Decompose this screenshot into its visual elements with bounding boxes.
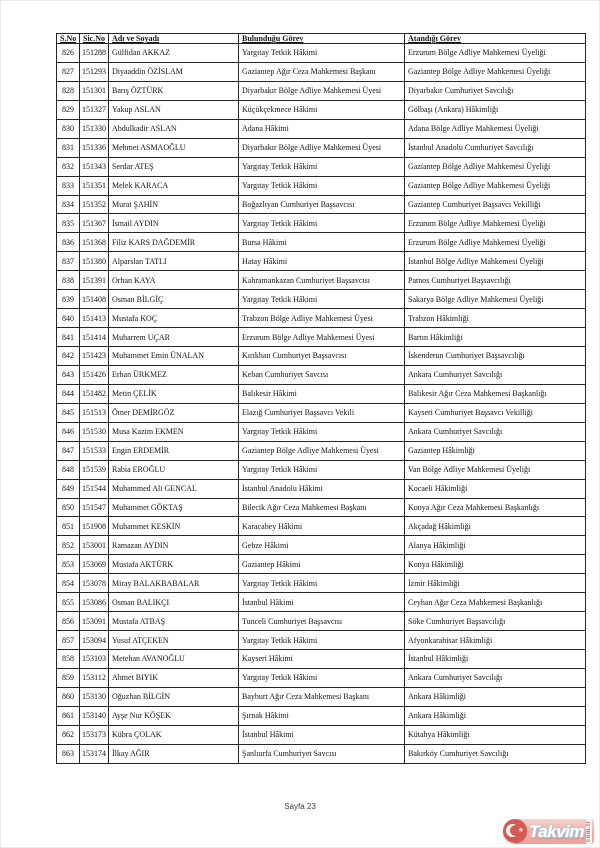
cell-sicno: 151408 <box>80 290 109 309</box>
cell-name: Musa Kazım EKMEN <box>109 422 239 441</box>
cell-assigned-duty: Bakırköy Cumhuriyet Savcılığı <box>405 744 586 763</box>
cell-sicno: 151288 <box>80 44 109 63</box>
header-sno: S.No <box>57 34 80 44</box>
cell-sicno: 153091 <box>80 612 109 631</box>
cell-assigned-duty: Kocaeli Hâkimliği <box>405 479 586 498</box>
cell-sno: 854 <box>57 574 80 593</box>
cell-assigned-duty: Patnos Cumhuriyet Başsavcılığı <box>405 271 586 290</box>
cell-name: Yusuf ATÇEKEN <box>109 631 239 650</box>
table-row <box>57 176 586 195</box>
cell-sno: 856 <box>57 612 80 631</box>
cell-assigned-duty: Ankara Cumhuriyet Savcılığı <box>405 422 586 441</box>
cell-assigned-duty: Afyonkarahisar Hâkimliği <box>405 631 586 650</box>
cell-sicno: 153174 <box>80 744 109 763</box>
cell-sicno: 151413 <box>80 309 109 328</box>
cell-current-duty: Balıkesir Hâkimi <box>239 384 405 403</box>
cell-name: Mustafa AKTÜRK <box>109 555 239 574</box>
cell-current-duty: Keban Cumhuriyet Savcısı <box>239 365 405 384</box>
cell-assigned-duty: Kütahya Hâkimliği <box>405 725 586 744</box>
cell-name: Gülfidan AKKAZ <box>109 44 239 63</box>
cell-current-duty: Yargıtay Tetkik Hâkimi <box>239 290 405 309</box>
cell-current-duty: Gaziantep Hâkimi <box>239 555 405 574</box>
cell-assigned-duty: Ankara Hâkimliği <box>405 687 586 706</box>
cell-sno: 841 <box>57 328 80 347</box>
cell-current-duty: Yargıtay Tetkik Hâkimi <box>239 422 405 441</box>
cell-current-duty: Diyarbakır Bölge Adliye Mahkemesi Üyesi <box>239 138 405 157</box>
cell-sno: 846 <box>57 422 80 441</box>
cell-assigned-duty: Van Bölge Adliye Mahkemesi Üyeliği <box>405 460 586 479</box>
cell-name: Ömer DEMİRGÖZ <box>109 403 239 422</box>
cell-name: Oğuzhan BİLGİN <box>109 687 239 706</box>
cell-current-duty: Diyarbakır Bölge Adliye Mahkemesi Üyesi <box>239 81 405 100</box>
cell-sno: 862 <box>57 725 80 744</box>
cell-sicno: 151336 <box>80 138 109 157</box>
cell-sno: 850 <box>57 498 80 517</box>
cell-sno: 840 <box>57 309 80 328</box>
cell-assigned-duty: İzmir Hâkimliği <box>405 574 586 593</box>
cell-sicno: 151327 <box>80 100 109 119</box>
table-row <box>57 441 586 460</box>
cell-assigned-duty: İstanbul Hâkimliği <box>405 650 586 669</box>
cell-current-duty: Küçükçekmece Hâkimi <box>239 100 405 119</box>
table-row <box>57 668 586 687</box>
cell-sno: 830 <box>57 119 80 138</box>
cell-name: Osman BALIKÇI <box>109 593 239 612</box>
table-row <box>57 81 586 100</box>
cell-assigned-duty: Konya Hâkimliği <box>405 555 586 574</box>
table-row <box>57 650 586 669</box>
cell-sicno: 153094 <box>80 631 109 650</box>
cell-sicno: 153078 <box>80 574 109 593</box>
cell-sno: 847 <box>57 441 80 460</box>
cell-current-duty: İstanbul Hâkimi <box>239 593 405 612</box>
cell-sicno: 151380 <box>80 252 109 271</box>
cell-assigned-duty: Akçadağ Hâkimliği <box>405 517 586 536</box>
cell-current-duty: Bilecik Ağır Ceza Mahkemesi Başkanı <box>239 498 405 517</box>
cell-sno: 834 <box>57 195 80 214</box>
cell-sno: 853 <box>57 555 80 574</box>
cell-sicno: 151539 <box>80 460 109 479</box>
cell-current-duty: Yargıtay Tetkik Hâkimi <box>239 460 405 479</box>
cell-sicno: 151293 <box>80 62 109 81</box>
table-body <box>57 44 586 764</box>
table-row <box>57 309 586 328</box>
cell-name: Miray BALAKBABALAR <box>109 574 239 593</box>
table-row <box>57 44 586 63</box>
cell-current-duty: Yargıtay Tetkik Hâkimi <box>239 574 405 593</box>
cell-sicno: 151426 <box>80 365 109 384</box>
cell-assigned-duty: Ankara Cumhuriyet Savcılığı <box>405 365 586 384</box>
cell-sno: 859 <box>57 668 80 687</box>
cell-name: İlkay AĞIR <box>109 744 239 763</box>
table-row <box>57 706 586 725</box>
cell-name: Muhammed Ali GENCAL <box>109 479 239 498</box>
cell-sno: 863 <box>57 744 80 763</box>
cell-sno: 842 <box>57 347 80 366</box>
cell-sicno: 153069 <box>80 555 109 574</box>
cell-sicno: 153103 <box>80 650 109 669</box>
cell-current-duty: Kayseri Hâkimi <box>239 650 405 669</box>
header-assigned-duty: Atandığı Görev <box>405 34 586 44</box>
cell-current-duty: Bursa Hâkimi <box>239 233 405 252</box>
table-row <box>57 403 586 422</box>
table-row <box>57 479 586 498</box>
cell-assigned-duty: Trabzon Hâkimliği <box>405 309 586 328</box>
cell-current-duty: Kırıkhan Cumhuriyet Başsavcısı <box>239 347 405 366</box>
cell-sno: 827 <box>57 62 80 81</box>
cell-current-duty: Yargıtay Tetkik Hâkimi <box>239 157 405 176</box>
cell-assigned-duty: Erzurum Bölge Adliye Mahkemesi Üyeliği <box>405 44 586 63</box>
cell-assigned-duty: Alanya Hâkimliği <box>405 536 586 555</box>
cell-name: Rabia EROĞLU <box>109 460 239 479</box>
header-name: Adı ve Soyadı <box>109 34 239 44</box>
cell-sno: 833 <box>57 176 80 195</box>
cell-current-duty: Şanlıurfa Cumhuriyet Savcısı <box>239 744 405 763</box>
cell-sicno: 151482 <box>80 384 109 403</box>
cell-name: Melek KARACA <box>109 176 239 195</box>
judicial-appointments-table <box>56 33 586 764</box>
cell-current-duty: Yargıtay Tetkik Hâkimi <box>239 668 405 687</box>
cell-assigned-duty: Ankara Hâkimliği <box>405 706 586 725</box>
cell-sno: 857 <box>57 631 80 650</box>
cell-sicno: 153130 <box>80 687 109 706</box>
cell-sno: 832 <box>57 157 80 176</box>
cell-sicno: 151547 <box>80 498 109 517</box>
table-row <box>57 536 586 555</box>
cell-current-duty: Karacabey Hâkimi <box>239 517 405 536</box>
cell-name: Filiz KARS DAĞDEMİR <box>109 233 239 252</box>
cell-name: Erhan ÜRKMEZ <box>109 365 239 384</box>
cell-assigned-duty: Erzurum Bölge Adliye Mahkemesi Üyeliği <box>405 233 586 252</box>
header-row <box>57 34 586 44</box>
cell-assigned-duty: Balıkesir Ağır Ceza Mahkemesi Başkanlığı <box>405 384 586 403</box>
cell-current-duty: Yargıtay Tetkik Hâkimi <box>239 214 405 233</box>
cell-name: Engin ERDEMİR <box>109 441 239 460</box>
cell-sicno: 153112 <box>80 668 109 687</box>
cell-sicno: 151330 <box>80 119 109 138</box>
page-number: Sayfa 23 <box>284 802 316 811</box>
table-row <box>57 365 586 384</box>
cell-assigned-duty: Ceyhan Ağır Ceza Mahkemesi Başkanlığı <box>405 593 586 612</box>
header-sicno: Sic.No <box>80 34 109 44</box>
cell-sicno: 151368 <box>80 233 109 252</box>
watermark-suffix-text: com.tr <box>586 820 592 842</box>
table-row <box>57 347 586 366</box>
cell-sicno: 153086 <box>80 593 109 612</box>
cell-current-duty: Kahramankazan Cumhuriyet Başsavcısı <box>239 271 405 290</box>
table-row <box>57 593 586 612</box>
cell-sno: 852 <box>57 536 80 555</box>
table-row <box>57 233 586 252</box>
cell-current-duty: Gaziantep Ağır Ceza Mahkemesi Başkanı <box>239 62 405 81</box>
cell-assigned-duty: İstanbul Anadolu Cumhuriyet Savcılığı <box>405 138 586 157</box>
cell-sicno: 151301 <box>80 81 109 100</box>
cell-sno: 848 <box>57 460 80 479</box>
cell-sno: 861 <box>57 706 80 725</box>
cell-name: Murat ŞAHİN <box>109 195 239 214</box>
table-row <box>57 62 586 81</box>
cell-sno: 837 <box>57 252 80 271</box>
cell-sno: 838 <box>57 271 80 290</box>
cell-name: Alparslan TATLI <box>109 252 239 271</box>
cell-sicno: 153173 <box>80 725 109 744</box>
cell-assigned-duty: Sakarya Bölge Adliye Mahkemesi Üyeliği <box>405 290 586 309</box>
table-row <box>57 725 586 744</box>
cell-sno: 844 <box>57 384 80 403</box>
cell-name: Serdar ATEŞ <box>109 157 239 176</box>
cell-sicno: 151391 <box>80 271 109 290</box>
table-row <box>57 687 586 706</box>
cell-sicno: 151533 <box>80 441 109 460</box>
table-row <box>57 744 586 763</box>
table-row <box>57 328 586 347</box>
table-row <box>57 214 586 233</box>
cell-current-duty: Yargıtay Tetkik Hâkimi <box>239 176 405 195</box>
takvim-watermark-logo <box>503 817 594 845</box>
cell-sno: 855 <box>57 593 80 612</box>
cell-sno: 835 <box>57 214 80 233</box>
cell-sno: 843 <box>57 365 80 384</box>
cell-assigned-duty: Gaziantep Bölge Adliye Mahkemesi Üyeliği <box>405 62 586 81</box>
cell-current-duty: Şırnak Hâkimi <box>239 706 405 725</box>
cell-name: Mustafa KOÇ <box>109 309 239 328</box>
cell-name: Abdulkadir ASLAN <box>109 119 239 138</box>
cell-name: Mustafa ATBAŞ <box>109 612 239 631</box>
cell-name: Muhammet GÖKTAŞ <box>109 498 239 517</box>
table-row <box>57 517 586 536</box>
table-row <box>57 574 586 593</box>
crescent-star-icon: ★ <box>503 819 527 843</box>
cell-current-duty: Hatay Hâkimi <box>239 252 405 271</box>
cell-assigned-duty: Söke Cumhuriyet Başsavcılığı <box>405 612 586 631</box>
table-row <box>57 422 586 441</box>
cell-sno: 860 <box>57 687 80 706</box>
cell-name: Ramazan AYDIN <box>109 536 239 555</box>
cell-sno: 851 <box>57 517 80 536</box>
cell-current-duty: Bayburt Ağır Ceza Mahkemesi Başkanı <box>239 687 405 706</box>
table-row <box>57 157 586 176</box>
cell-name: Ayşe Nur KÖŞEK <box>109 706 239 725</box>
cell-assigned-duty: İskenderun Cumhuriyet Başsavcılığı <box>405 347 586 366</box>
cell-assigned-duty: Diyarbakır Cumhuriyet Savcılığı <box>405 81 586 100</box>
cell-assigned-duty: Gaziantep Hâkimliği <box>405 441 586 460</box>
cell-sicno: 153001 <box>80 536 109 555</box>
cell-assigned-duty: Erzurum Bölge Adliye Mahkemesi Üyeliği <box>405 214 586 233</box>
cell-name: Osman BİLGİÇ <box>109 290 239 309</box>
cell-sicno: 151414 <box>80 328 109 347</box>
cell-assigned-duty: Gaziantep Cumhuriyet Başsavcı Vekilliği <box>405 195 586 214</box>
cell-sno: 831 <box>57 138 80 157</box>
cell-name: Diyaaddin ÖZİSLAM <box>109 62 239 81</box>
cell-sicno: 151343 <box>80 157 109 176</box>
cell-sicno: 153140 <box>80 706 109 725</box>
table-row <box>57 100 586 119</box>
cell-name: Mehmet ASMAOĞLU <box>109 138 239 157</box>
cell-sicno: 151352 <box>80 195 109 214</box>
cell-sicno: 151544 <box>80 479 109 498</box>
cell-current-duty: İstanbul Hâkimi <box>239 725 405 744</box>
cell-name: Metin ÇELİK <box>109 384 239 403</box>
table-row <box>57 271 586 290</box>
table-row <box>57 460 586 479</box>
cell-current-duty: Erzurum Bölge Adliye Mahkemesi Üyesi <box>239 328 405 347</box>
cell-sno: 829 <box>57 100 80 119</box>
cell-name: Barış ÖZTÜRK <box>109 81 239 100</box>
cell-current-duty: Trabzon Bölge Adliye Mahkemesi Üyesi <box>239 309 405 328</box>
cell-sicno: 151908 <box>80 517 109 536</box>
cell-sno: 845 <box>57 403 80 422</box>
cell-assigned-duty: Bartın Hâkimliği <box>405 328 586 347</box>
table-row <box>57 612 586 631</box>
cell-assigned-duty: Gaziantep Bölge Adliye Mahkemesi Üyeliği <box>405 157 586 176</box>
cell-sno: 826 <box>57 44 80 63</box>
cell-current-duty: Adana Hâkimi <box>239 119 405 138</box>
cell-current-duty: Yargıtay Tetkik Hâkimi <box>239 44 405 63</box>
cell-assigned-duty: Ankara Cumhuriyet Savcılığı <box>405 668 586 687</box>
cell-name: Kübra ÇOLAK <box>109 725 239 744</box>
cell-current-duty: İstanbul Anadolu Hâkimi <box>239 479 405 498</box>
cell-sicno: 151513 <box>80 403 109 422</box>
cell-sicno: 151530 <box>80 422 109 441</box>
cell-name: Yakup ASLAN <box>109 100 239 119</box>
cell-name: Muharrem UÇAR <box>109 328 239 347</box>
cell-name: Muhammet KESKİN <box>109 517 239 536</box>
cell-sicno: 151423 <box>80 347 109 366</box>
cell-name: Muhammet Emin ÜNALAN <box>109 347 239 366</box>
cell-sno: 839 <box>57 290 80 309</box>
cell-sno: 836 <box>57 233 80 252</box>
cell-current-duty: Gebze Hâkimi <box>239 536 405 555</box>
table-header <box>57 34 586 44</box>
cell-sno: 858 <box>57 650 80 669</box>
table-row <box>57 631 586 650</box>
cell-assigned-duty: Gölbaşı (Ankara) Hâkimliği <box>405 100 586 119</box>
table-row <box>57 498 586 517</box>
cell-sicno: 151367 <box>80 214 109 233</box>
table-row <box>57 555 586 574</box>
table-row <box>57 119 586 138</box>
cell-sno: 828 <box>57 81 80 100</box>
cell-sicno: 151351 <box>80 176 109 195</box>
cell-name: İsmail AYDIN <box>109 214 239 233</box>
cell-current-duty: Tunceli Cumhuriyet Başsavcısı <box>239 612 405 631</box>
cell-assigned-duty: Kayseri Cumhuriyet Başsavcı Vekilliği <box>405 403 586 422</box>
watermark-brand-text: Takvim <box>529 821 584 841</box>
header-current-duty: Bulunduğu Görev <box>239 34 405 44</box>
cell-assigned-duty: Adana Bölge Adliye Mahkemesi Üyeliği <box>405 119 586 138</box>
cell-name: Orhan KAYA <box>109 271 239 290</box>
table-row <box>57 290 586 309</box>
table-row <box>57 138 586 157</box>
cell-name: Metehan AVANOĞLU <box>109 650 239 669</box>
cell-current-duty: Boğazlıyan Cumhuriyet Başsavcısı <box>239 195 405 214</box>
cell-assigned-duty: İstanbul Bölge Adliye Mahkemesi Üyeliği <box>405 252 586 271</box>
cell-current-duty: Elazığ Cumhuriyet Başsavcı Vekili <box>239 403 405 422</box>
cell-name: Ahmet BIYIK <box>109 668 239 687</box>
cell-assigned-duty: Gaziantep Bölge Adliye Mahkemesi Üyeliği <box>405 176 586 195</box>
cell-assigned-duty: Konya Ağır Ceza Mahkemesi Başkanlığı <box>405 498 586 517</box>
cell-sno: 849 <box>57 479 80 498</box>
table-row <box>57 195 586 214</box>
cell-current-duty: Yargıtay Tetkik Hâkimi <box>239 631 405 650</box>
cell-current-duty: Gaziantep Bölge Adliye Mahkemesi Üyesi <box>239 441 405 460</box>
table-row <box>57 384 586 403</box>
table-row <box>57 252 586 271</box>
